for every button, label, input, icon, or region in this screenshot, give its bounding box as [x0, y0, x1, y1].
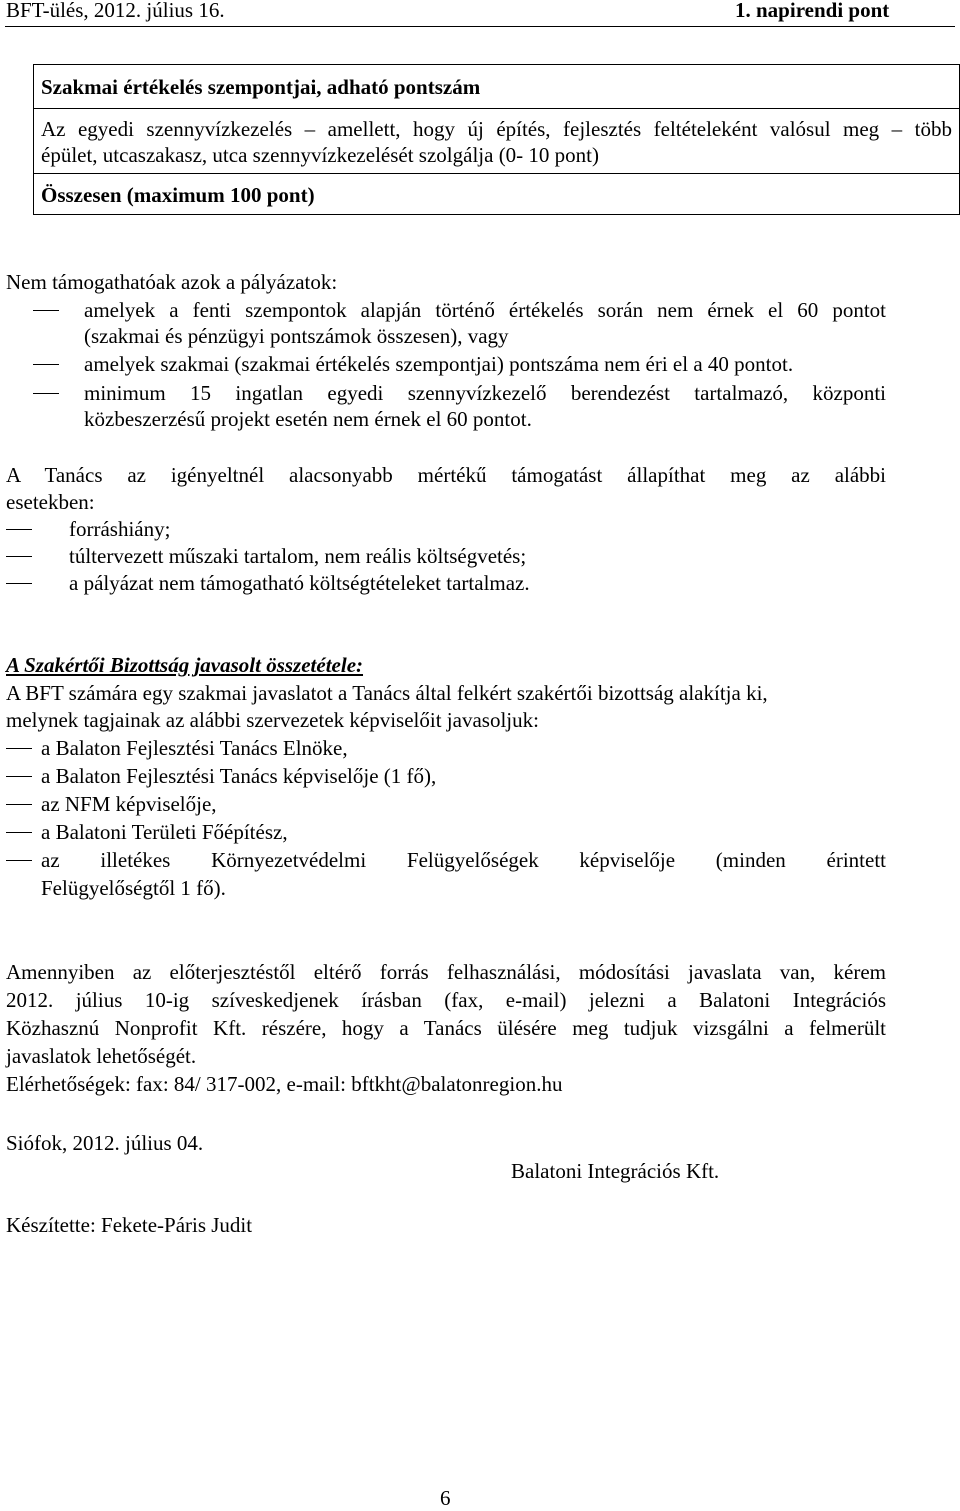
- dash-bullet: [6, 860, 32, 861]
- reduced-line-2: esetekben:: [6, 490, 95, 514]
- header-right: 1. napirendi pont: [735, 0, 890, 22]
- table-row-line-1: Az egyedi szennyvízkezelés – amellett, hogy új építés, fejlesztés feltételeként valósul meg – több: [41, 117, 952, 141]
- committee-intro-line-2: melynek tagjainak az alábbi szervezetek képviselőit javasoljuk:: [6, 708, 539, 732]
- dash-bullet: [6, 529, 32, 530]
- closing-line-3: Közhasznú Nonprofit Kft. részére, hogy a Tanács ülésére meg tudjuk vizsgálni a felmerült: [6, 1016, 886, 1040]
- dash-bullet: [6, 776, 32, 777]
- reduced-line-1: A Tanács az igényeltnél alacsonyabb mértékű támogatást állapíthat meg az alábbi: [6, 463, 886, 487]
- closing-line-4: javaslatok lehetőségét.: [6, 1044, 197, 1068]
- place-date: Siófok, 2012. július 04.: [6, 1131, 204, 1155]
- dash-bullet: [33, 364, 59, 365]
- committee-last-item-line-2: Felügyelőségtől 1 fő).: [41, 876, 226, 900]
- not-supported-heading: Nem támogathatóak azok a pályázatok:: [6, 270, 338, 294]
- organization: Balatoni Integrációs Kft.: [511, 1159, 720, 1183]
- not-supported-item-3-line-2: közbeszerzésű projekt esetén nem érnek el 60 pontot.: [84, 407, 532, 431]
- table-row-line-2: épület, utcaszakasz, utca szennyvízkezelését szolgálja (0- 10 pont): [41, 143, 600, 167]
- reduced-item: túltervezett műszaki tartalom, nem reális költségvetés;: [69, 544, 527, 568]
- header-left: BFT-ülés, 2012. július 16.: [6, 0, 225, 22]
- reduced-item: a pályázat nem támogatható költségtételeket tartalmaz.: [69, 571, 530, 595]
- committee-item: a Balatoni Területi Főépítész,: [41, 820, 288, 844]
- author: Készítette: Fekete-Páris Judit: [6, 1213, 253, 1237]
- dash-bullet: [33, 393, 59, 394]
- page-number: 6: [440, 1486, 451, 1510]
- reduced-item: forráshiány;: [69, 517, 171, 541]
- contact-line: Elérhetőségek: fax: 84/ 317-002, e-mail: bftkht@balatonregion.hu: [6, 1072, 563, 1096]
- dash-bullet: [6, 556, 32, 557]
- committee-item: a Balaton Fejlesztési Tanács Elnöke,: [41, 736, 348, 760]
- table-total: Összesen (maximum 100 pont): [41, 183, 315, 207]
- committee-item: az NFM képviselője,: [41, 792, 217, 816]
- committee-heading: A Szakértői Bizottság javasolt összetétele:: [6, 653, 364, 677]
- table-title: Szakmai értékelés szempontjai, adható pontszám: [41, 75, 481, 99]
- dash-bullet: [33, 310, 59, 311]
- not-supported-item-1-line-1: amelyek a fenti szempontok alapján történő értékelés során nem érnek el 60 pontot: [84, 298, 886, 322]
- closing-line-2: 2012. július 10-ig szíveskedjenek írásban (fax, e-mail) jelezni a Balatoni Integrációs: [6, 988, 886, 1012]
- not-supported-item-3-line-1: minimum 15 ingatlan egyedi szennyvízkezelő berendezést tartalmazó, központi: [84, 381, 886, 405]
- table-divider-1: [33, 108, 960, 109]
- dash-bullet: [6, 832, 32, 833]
- closing-line-1: Amennyiben az előterjesztéstől eltérő forrás felhasználási, módosítási javaslata van, kérem: [6, 960, 886, 984]
- not-supported-item-2: amelyek szakmai (szakmai értékelés szempontjai) pontszáma nem éri el a 40 pontot.: [84, 352, 794, 376]
- dash-bullet: [6, 748, 32, 749]
- committee-last-item-line-1: az illetékes Környezetvédelmi Felügyelőségek képviselője (minden érintett: [41, 848, 886, 872]
- header-rule: [5, 26, 955, 27]
- dash-bullet: [6, 804, 32, 805]
- dash-bullet: [6, 583, 32, 584]
- table-divider-2: [33, 173, 960, 174]
- not-supported-item-1-line-2: (szakmai és pénzügyi pontszámok összesen), vagy: [84, 324, 509, 348]
- committee-intro-line-1: A BFT számára egy szakmai javaslatot a Tanács által felkért szakértői bizottság alakítja ki,: [6, 681, 768, 705]
- committee-item: a Balaton Fejlesztési Tanács képviselője (1 fő),: [41, 764, 437, 788]
